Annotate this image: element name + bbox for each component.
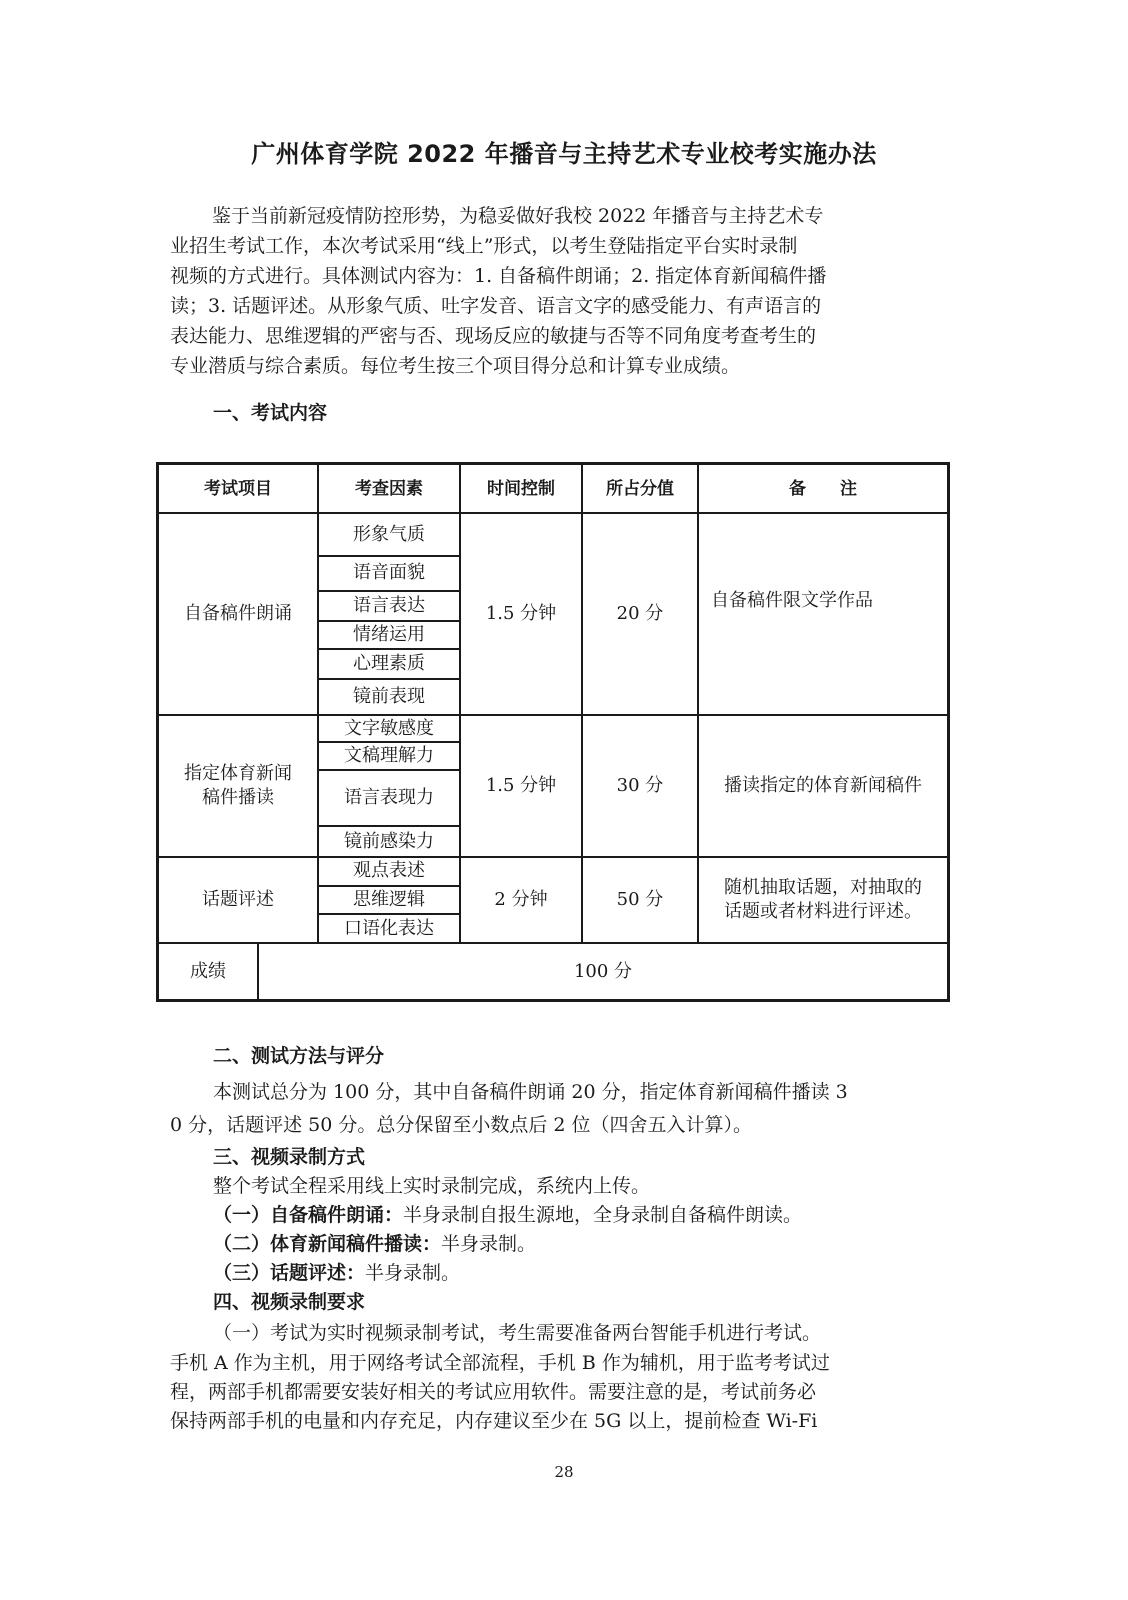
- list-item-text: 半身录制自报生源地，全身录制自备稿件朗读。: [403, 1204, 803, 1226]
- list-item-label: （三）话题评述：: [213, 1262, 366, 1284]
- factor-rule: [319, 913, 461, 915]
- intro-line: 表达能力、思维逻辑的严密与否、现场反应的敏捷与否等不同角度考查考生的: [170, 325, 817, 347]
- factor-cell: 语言表达: [353, 595, 425, 616]
- item-line: 指定体育新闻: [184, 763, 292, 784]
- text-line: （一）考试为实时视频录制考试，考生需要准备两台智能手机进行考试。: [213, 1322, 822, 1344]
- note-line: 话题或者材料进行评述。: [724, 901, 922, 922]
- factor-cell: 文字敏感度: [344, 717, 434, 739]
- text-line: 手机 A 作为主机，用于网络考试全部流程，手机 B 作为辅机，用于监考考试过: [170, 1352, 830, 1374]
- text-line: 程，两部手机都需要安装好相关的考试应用软件。需要注意的是，考试前务必: [170, 1381, 817, 1403]
- item-line: 稿件播读: [202, 787, 274, 808]
- note-line: 随机抽取话题，对抽取的: [724, 877, 922, 898]
- text-line: 保持两部手机的电量和内存充足，内存建议至少在 5G 以上，提前检查 Wi-Fi: [170, 1410, 818, 1432]
- factor-rule: [319, 555, 461, 557]
- factor-cell: 语音面貌: [353, 562, 425, 583]
- table-rule: [159, 856, 947, 858]
- note-cell: 播读指定的体育新闻稿件: [724, 775, 922, 796]
- factor-rule: [319, 678, 461, 680]
- note-cell: 自备稿件限文学作品: [711, 590, 873, 611]
- table-row-item: 话题评述: [202, 889, 274, 910]
- score-cell: 50 分: [616, 889, 664, 910]
- table-header-cell: 考查因素: [355, 478, 423, 499]
- factor-cell: 形象气质: [353, 524, 425, 545]
- factor-cell: 语言表现力: [344, 787, 434, 808]
- total-label: 成绩: [190, 960, 226, 982]
- table-row-item: [159, 716, 317, 856]
- section-heading: 一、考试内容: [213, 402, 328, 424]
- factor-cell: 观点表述: [353, 860, 425, 881]
- factor-cell: 心理素质: [353, 653, 425, 674]
- factor-rule: [319, 620, 461, 622]
- intro-line: 专业潜质与综合素质。每位考生按三个项目得分总和计算专业成绩。: [170, 355, 741, 377]
- table-rule: [697, 465, 699, 942]
- exam-content-table: [156, 462, 950, 1002]
- section-heading: 三、视频录制方式: [213, 1146, 366, 1168]
- factor-rule: [319, 825, 461, 827]
- intro-line: 读；3. 话题评述。从形象气质、吐字发音、语言文字的感受能力、有声语言的: [170, 295, 822, 317]
- factor-rule: [319, 769, 461, 771]
- table-row-item: 自备稿件朗诵: [184, 603, 292, 624]
- factor-rule: [319, 741, 461, 743]
- section-heading: 二、测试方法与评分: [213, 1045, 385, 1067]
- table-rule: [159, 512, 947, 514]
- intro-line: 业招生考试工作，本次考试采用“线上”形式，以考生登陆指定平台实时录制: [170, 235, 798, 257]
- factor-cell: 镜前感染力: [344, 830, 434, 852]
- list-item: [213, 1258, 460, 1285]
- note-cell: [699, 858, 947, 942]
- intro-line: 视频的方式进行。具体测试内容为：1. 自备稿件朗诵；2. 指定体育新闻稿件播: [170, 265, 827, 287]
- list-item-label: （一）自备稿件朗诵：: [213, 1204, 404, 1226]
- table-rule: [159, 714, 947, 716]
- factor-cell: 思维逻辑: [353, 889, 425, 910]
- factor-cell: 口语化表达: [344, 918, 434, 939]
- time-cell: 2 分钟: [494, 889, 548, 910]
- table-rule: [317, 465, 319, 942]
- score-cell: 30 分: [616, 775, 664, 796]
- list-item-label: （二）体育新闻稿件播读：: [213, 1233, 442, 1255]
- time-cell: 1.5 分钟: [485, 603, 557, 624]
- list-item: [213, 1200, 802, 1227]
- text-line: 整个考试全程采用线上实时录制完成，系统内上传。: [213, 1175, 651, 1197]
- time-cell: 1.5 分钟: [485, 775, 557, 796]
- list-item: [213, 1229, 536, 1256]
- page-title: 广州体育学院 2022 年播音与主持艺术专业校考实施办法: [251, 140, 877, 168]
- factor-cell: 文稿理解力: [344, 745, 434, 766]
- text-line: 0 分，话题评述 50 分。总分保留至小数点后 2 位（四舍五入计算）。: [170, 1114, 753, 1136]
- table-header-cell: 时间控制: [487, 478, 555, 499]
- intro-line: 鉴于当前新冠疫情防控形势，为稳妥做好我校 2022 年播音与主持艺术专: [212, 205, 824, 227]
- table-rule: [459, 465, 461, 942]
- factor-cell: 情绪运用: [353, 624, 425, 645]
- table-header-cell: 备 注: [789, 478, 857, 499]
- intro-paragraph: [170, 201, 960, 381]
- table-rule: [159, 942, 947, 944]
- score-cell: 20 分: [616, 603, 664, 624]
- factor-cell: 镜前表现: [353, 686, 425, 707]
- factor-rule: [319, 648, 461, 650]
- text-line: 本测试总分为 100 分，其中自备稿件朗诵 20 分，指定体育新闻稿件播读 3: [213, 1081, 848, 1103]
- factor-rule: [319, 885, 461, 887]
- table-header-cell: 考试项目: [204, 478, 272, 499]
- section-heading: 四、视频录制要求: [213, 1291, 366, 1313]
- list-item-text: 半身录制。: [441, 1233, 537, 1255]
- table-rule: [257, 942, 259, 999]
- table-header-cell: 所占分值: [606, 478, 674, 499]
- factor-rule: [319, 590, 461, 592]
- list-item-text: 半身录制。: [365, 1262, 461, 1284]
- total-value: 100 分: [573, 960, 633, 982]
- table-rule: [581, 465, 583, 942]
- page-number: 28: [554, 1463, 574, 1481]
